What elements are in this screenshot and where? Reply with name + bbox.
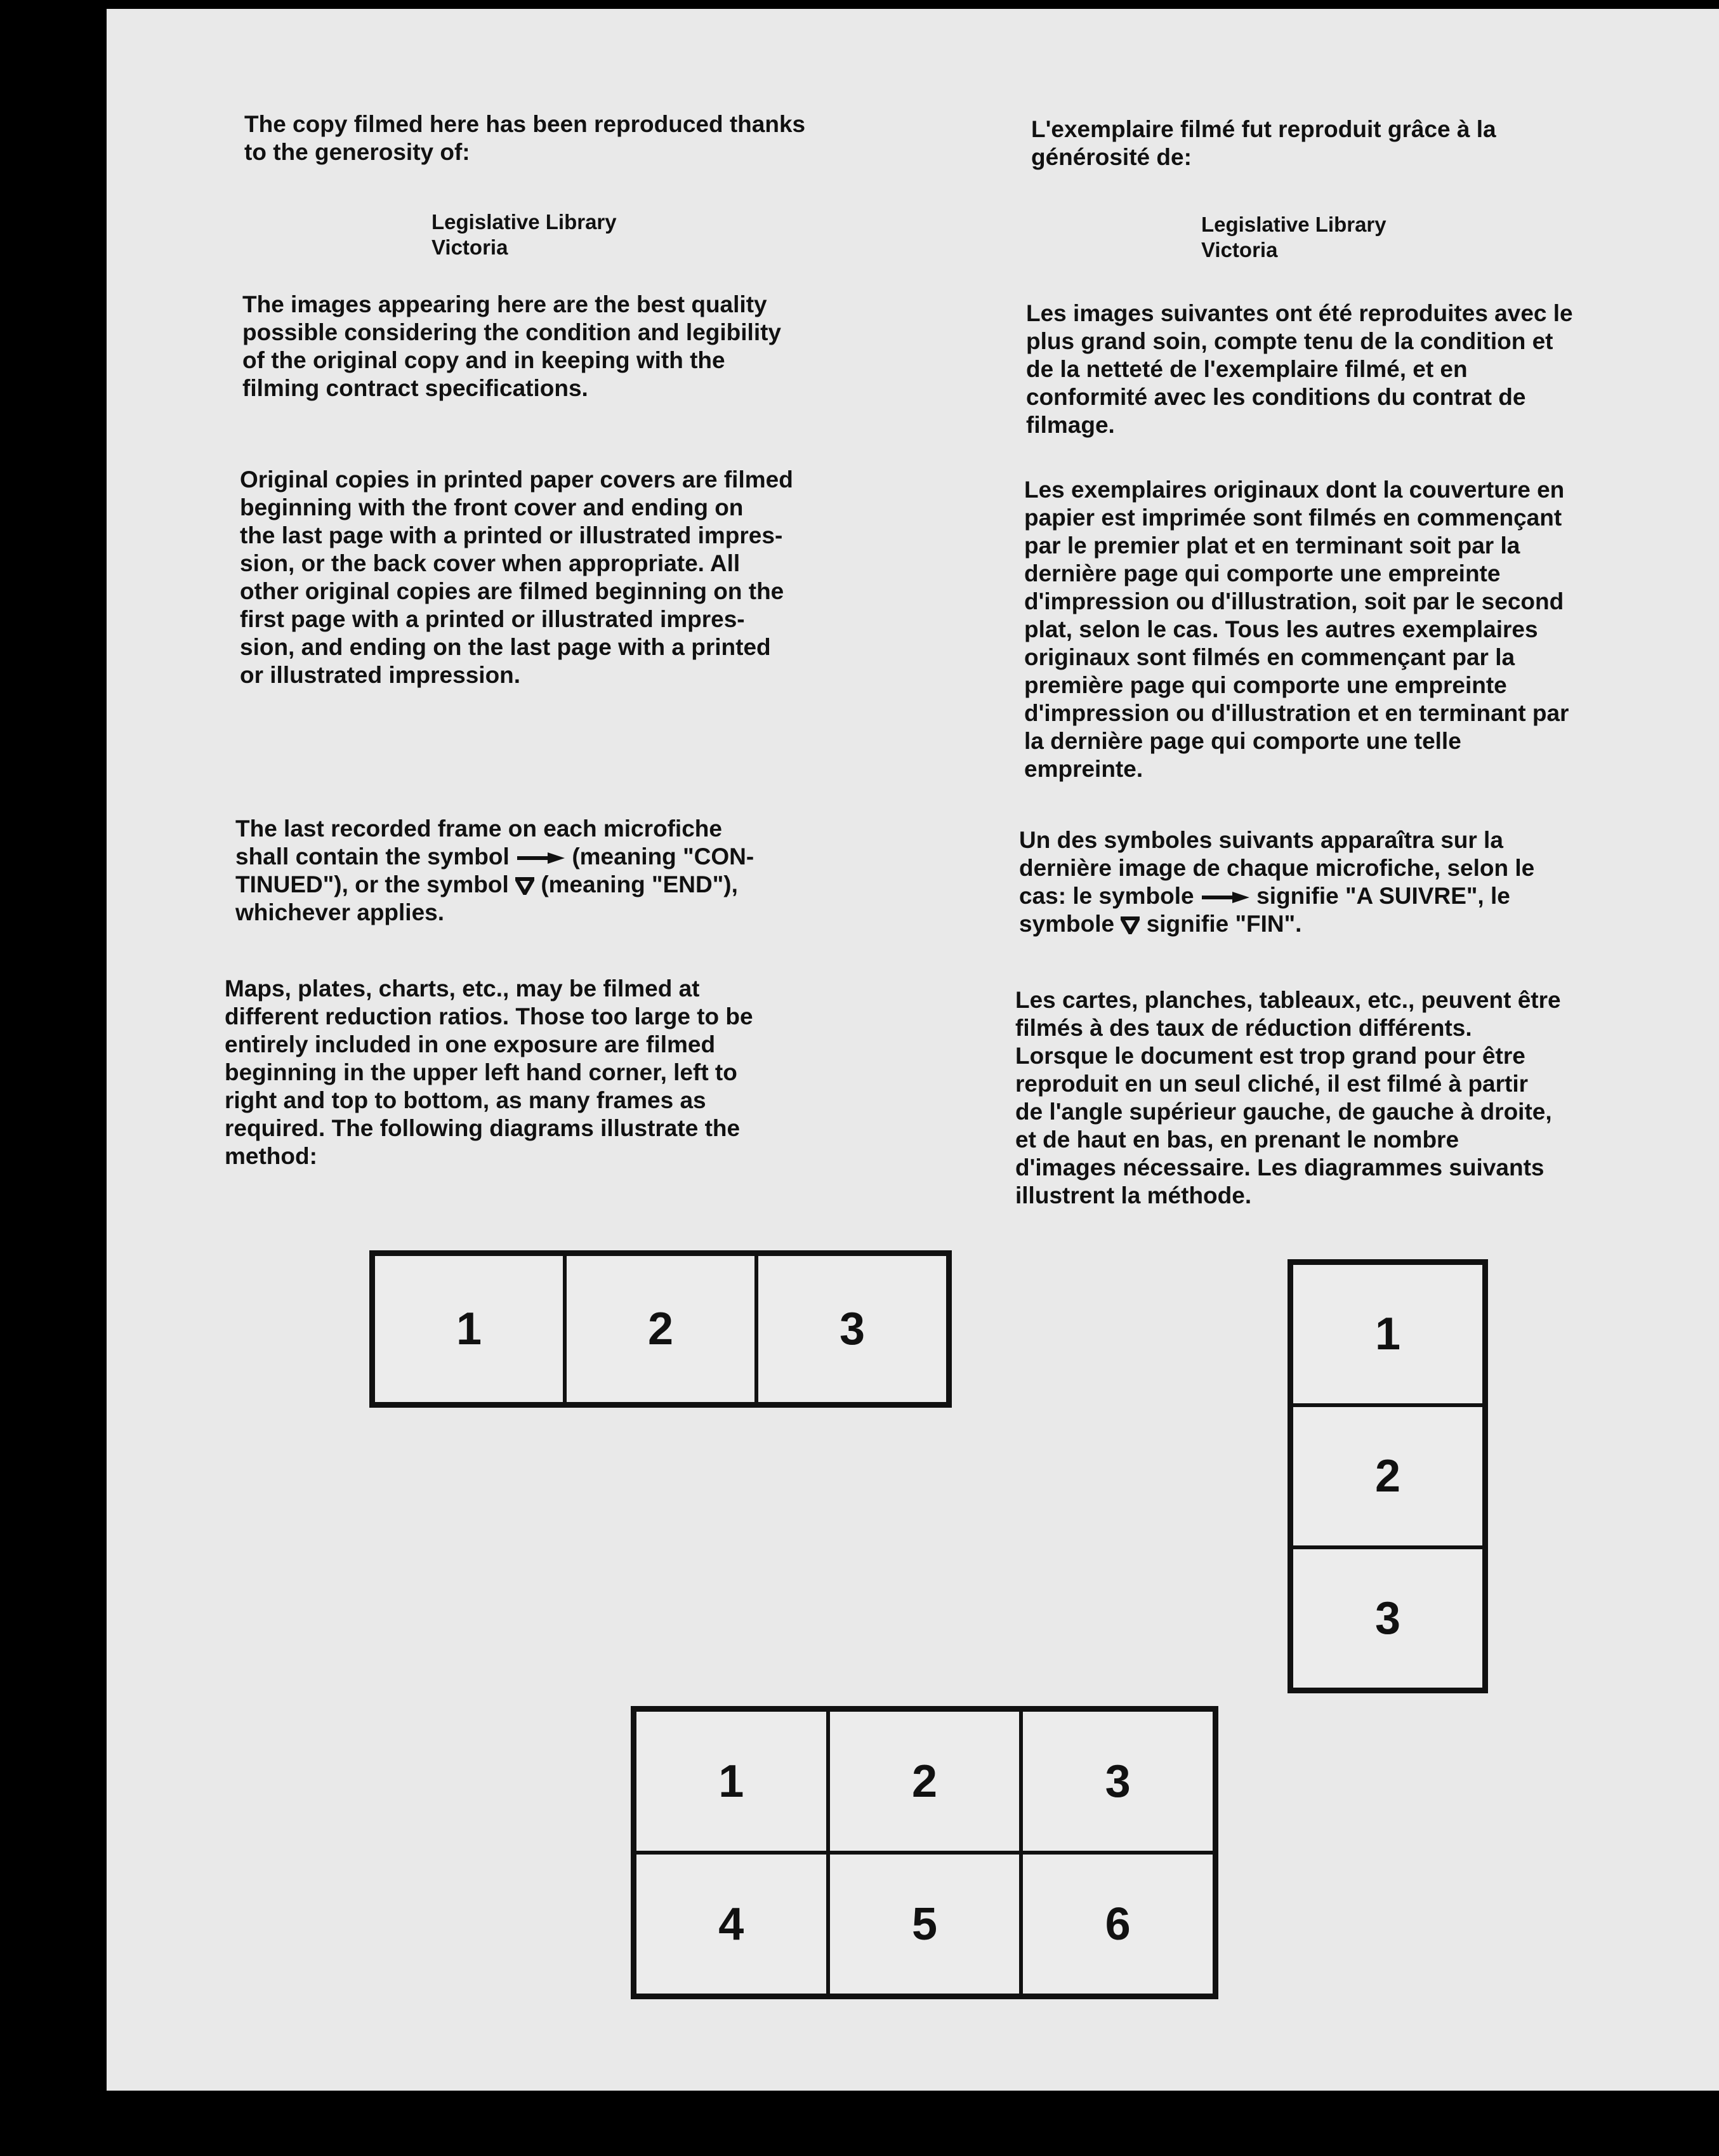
en-originals: Original copies in printed paper covers are filmed beginning with the front cover and ending on the last page with a printed or illustrated impres- sion, or the back cover when appropriate. All other original copies are filmed beginning on the first page with a printed or illustrated impres- sion, and ending on the last page with a printed or illustrated impression. bbox=[240, 466, 793, 688]
fr-symbols-text: cas: le symbole bbox=[1019, 883, 1194, 909]
frame-cell: 2 bbox=[565, 1254, 756, 1404]
fr-symbols-text: signifie "A SUIVRE", le bbox=[1256, 883, 1510, 909]
fr-symbols-line-1: Un des symboles suivants apparaîtra sur la bbox=[1019, 827, 1503, 853]
fr-library: Legislative Library Victoria bbox=[1201, 213, 1386, 261]
frame-cell: 1 bbox=[373, 1254, 565, 1404]
frame-cell: 3 bbox=[756, 1254, 948, 1404]
frame-cell: 3 bbox=[1291, 1547, 1484, 1690]
filmed-page bbox=[107, 9, 1719, 2091]
fr-symbols-line-2: dernière image de chaque microfiche, selon le bbox=[1019, 855, 1535, 881]
fr-symbols-text: symbole bbox=[1019, 911, 1115, 937]
en-symbols bbox=[235, 815, 754, 927]
frame-cell: 5 bbox=[828, 1853, 1022, 1995]
fr-symbols-line-3 bbox=[1019, 882, 1534, 910]
frame-cell: 6 bbox=[1021, 1853, 1215, 1995]
en-symbols-line-1: The last recorded frame on each microfiche bbox=[235, 816, 722, 842]
frame-cell: 1 bbox=[1291, 1263, 1484, 1405]
en-symbols-line-2 bbox=[235, 843, 754, 871]
frame-cell: 1 bbox=[635, 1710, 828, 1853]
fr-originals: Les exemplaires originaux dont la couverture en papier est imprimée sont filmés en commençant par le premier plat et en terminant soit par la dernière page qui comporte une empreinte d'impression ou d'illustration, soit par le second plat, selon le cas. Tous les autres exemplaires originaux sont filmés en commençant par la première page qui comporte une empreinte d'impression ou d'illustration et en terminant par la dernière page qui comporte une telle empreinte. bbox=[1024, 477, 1569, 782]
fr-maps: Les cartes, planches, tableaux, etc., peuvent être filmés à des taux de réduction différents. Lorsque le document est trop grand pour être reproduit en un seul cliché, il est filmé à partir de l'angle supérieur gauche, de gauche à droite, et de haut en bas, en prenant le nombre d'images nécessaire. Les diagrammes suivants illustrent la méthode. bbox=[1015, 987, 1561, 1208]
en-symbols-text: (meaning "END"), bbox=[541, 871, 738, 897]
triangle-down-icon bbox=[515, 877, 534, 895]
fr-symbols-text: signifie "FIN". bbox=[1146, 911, 1302, 937]
frame-cell: 2 bbox=[828, 1710, 1022, 1853]
en-quality: The images appearing here are the best quality possible considering the condition and legibility of the original copy and in keeping with the filming contract specifications. bbox=[242, 291, 782, 401]
en-maps: Maps, plates, charts, etc., may be filmed at different reduction ratios. Those too large to be entirely included in one exposure are filmed beginning in the upper left hand corner, left to right and top to bottom, as many frames as required. The following diagrams illustrate the method: bbox=[225, 975, 753, 1169]
grid-frame-diagram bbox=[631, 1706, 1218, 1999]
fr-symbols bbox=[1019, 826, 1534, 938]
frame-cell: 4 bbox=[635, 1853, 828, 1995]
en-symbols-text: (meaning "CON- bbox=[572, 843, 754, 870]
en-symbols-line-4: whichever applies. bbox=[235, 899, 445, 925]
en-symbols-text: shall contain the symbol bbox=[235, 843, 510, 870]
triangle-down-icon bbox=[1121, 916, 1140, 934]
horizontal-frame-diagram bbox=[369, 1250, 952, 1408]
fr-thanks: L'exemplaire filmé fut reproduit grâce à la générosité de: bbox=[1031, 116, 1496, 170]
en-symbols-text: TINUED"), or the symbol bbox=[235, 871, 509, 897]
en-thanks: The copy filmed here has been reproduced thanks to the generosity of: bbox=[244, 111, 806, 165]
en-library: Legislative Library Victoria bbox=[431, 210, 617, 259]
fr-symbols-line-4 bbox=[1019, 910, 1534, 938]
arrow-right-icon bbox=[1201, 891, 1250, 904]
frame-cell: 2 bbox=[1291, 1405, 1484, 1547]
arrow-right-icon bbox=[516, 852, 565, 864]
frame-cell: 3 bbox=[1021, 1710, 1215, 1853]
fr-quality: Les images suivantes ont été reproduites avec le plus grand soin, compte tenu de la condition et de la netteté de l'exemplaire filmé, et en conformité avec les conditions du contrat de filmage. bbox=[1026, 300, 1573, 438]
en-symbols-line-3 bbox=[235, 871, 754, 899]
vertical-frame-diagram bbox=[1288, 1259, 1488, 1693]
